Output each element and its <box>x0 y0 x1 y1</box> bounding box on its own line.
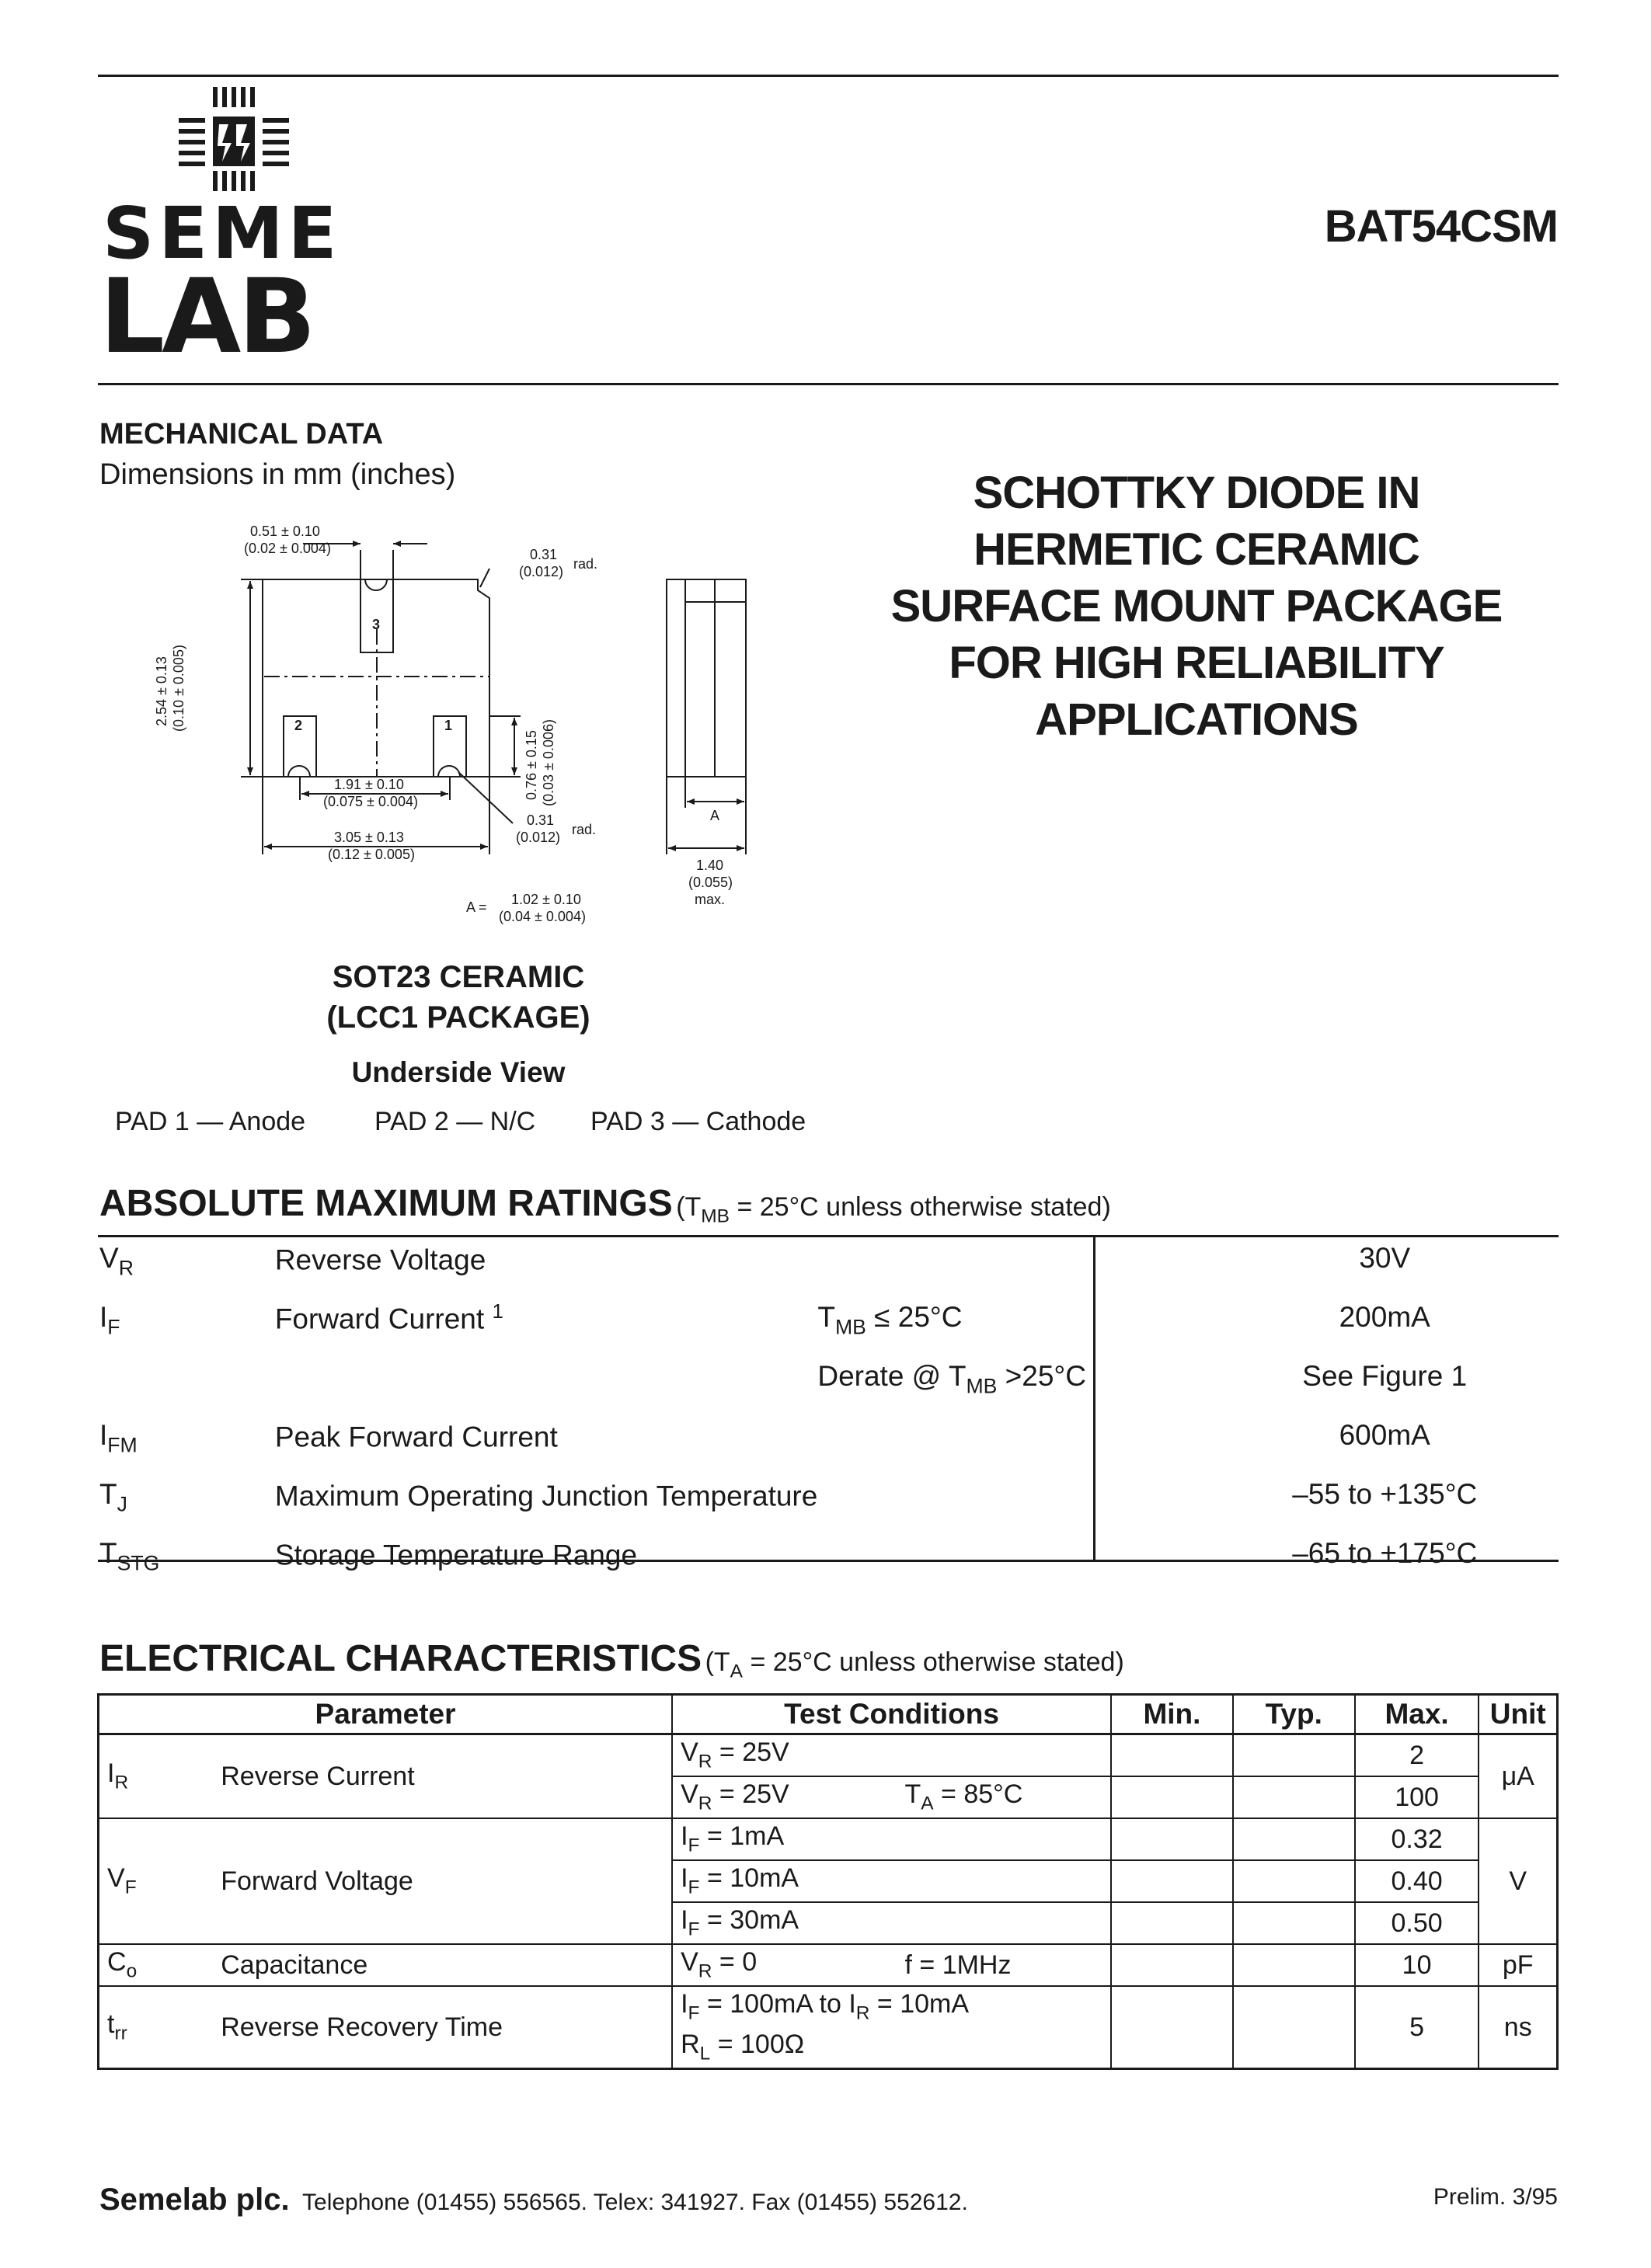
ir-max-2: 100 <box>1355 1776 1479 1818</box>
logo-emblem-icon <box>98 85 378 194</box>
rating-symbol: $V_R$ <box>99 1242 134 1280</box>
trr-unit: ns <box>1479 1986 1557 2069</box>
abs-max-table <box>99 1237 1559 1591</box>
trr-cond-1: $I_F = 100mA$ to $I_R = 10mA$ <box>672 1986 1111 2027</box>
rating-condition: Derate @ $T_{MB} >25^\circ C$ <box>817 1360 1086 1398</box>
dim-side-max: max. <box>695 892 726 907</box>
rating-value: –65 to +175°C <box>1292 1537 1478 1569</box>
dim-pad-height: 0.76 ± 0.15 <box>524 730 539 800</box>
dim-rad-top: 0.31 <box>530 547 558 562</box>
table-row <box>99 1473 1559 1532</box>
table-row <box>99 1944 1558 1986</box>
header-rule <box>98 383 1559 385</box>
trr-cond-2: $R_L = 100\Omega$ <box>672 2027 1111 2069</box>
vf-max-3: 0.50 <box>1355 1902 1479 1944</box>
table-row <box>99 1296 1559 1355</box>
col-min: Min. <box>1111 1695 1233 1734</box>
vf-max-2: 0.40 <box>1355 1860 1479 1902</box>
dim-length: 3.05 ± 0.13 <box>334 830 404 845</box>
col-parameter: Parameter <box>99 1695 673 1734</box>
top-rule <box>98 75 1559 77</box>
ir-name: Reverse Current <box>221 1761 415 1791</box>
dim-side-a: A <box>710 808 720 823</box>
elec-header-row <box>99 1695 1558 1734</box>
elec-conditions: ($T_A = 25^\circ C$ unless otherwise stated) <box>705 1647 1124 1682</box>
footer-contact: Telephone (01455) 556565. Telex: 341927. Fax (01455) 552612. <box>302 2190 968 2215</box>
headline-line-5: APPLICATIONS <box>1035 694 1358 745</box>
rating-value: 30V <box>1359 1242 1411 1274</box>
dim-rad-bottom-in: (0.012) <box>516 830 561 845</box>
vf-cond-2: $I_F = 10mA$ <box>672 1860 1111 1902</box>
ir-symbol: $I_R$ <box>107 1758 129 1793</box>
pad-2-label: 2 <box>294 718 303 733</box>
table-row <box>99 1532 1559 1591</box>
elec-title: ELECTRICAL CHARACTERISTICS <box>99 1638 702 1679</box>
ir-unit: μA <box>1479 1734 1557 1819</box>
table-row <box>99 1986 1558 2027</box>
headline <box>824 464 1569 748</box>
dim-rad-top-label: rad. <box>573 556 598 572</box>
elec-table <box>97 1693 1559 2070</box>
ir-max-1: 2 <box>1355 1734 1479 1777</box>
col-max: Max. <box>1355 1695 1479 1734</box>
dim-rad-bottom: 0.31 <box>527 812 555 828</box>
dim-height-in: (0.10 ± 0.005) <box>171 645 186 732</box>
abs-max-heading <box>99 1182 1111 1228</box>
rating-symbol: $T_J$ <box>99 1478 127 1516</box>
trr-name: Reverse Recovery Time <box>213 1986 672 2069</box>
vf-cond-1: $I_F = 1mA$ <box>672 1818 1111 1860</box>
co-unit: pF <box>1479 1944 1557 1986</box>
rating-condition: $T_{MB} \le 25^\circ C$ <box>817 1301 963 1339</box>
logo-seme-text: SEME <box>103 192 342 275</box>
vf-unit: V <box>1479 1818 1557 1944</box>
vf-max-1: 0.32 <box>1355 1818 1479 1860</box>
table-row <box>99 1818 1558 1860</box>
footer <box>99 2183 968 2218</box>
rating-symbol: $I_{FM}$ <box>99 1419 138 1457</box>
dim-rad-bottom-label: rad. <box>572 822 597 837</box>
view-label: Underside View <box>351 1056 566 1088</box>
ir-cond-2b: $T_A = 85^\circ C$ <box>897 1776 1112 1818</box>
trr-symbol: $t_{rr}$ <box>99 1986 214 2069</box>
semelab-logo <box>98 85 378 377</box>
rating-value: –55 to +135°C <box>1292 1478 1478 1510</box>
dim-side-height: 1.40 <box>696 857 724 873</box>
col-unit: Unit <box>1479 1695 1557 1734</box>
elec-heading <box>99 1637 1124 1683</box>
dim-length-in: (0.12 ± 0.005) <box>328 847 415 862</box>
rating-symbol: $T_{STG}$ <box>99 1537 160 1575</box>
table-row <box>99 1237 1559 1296</box>
dim-height: 2.54 ± 0.13 <box>154 656 169 726</box>
rating-description: Reverse Voltage <box>274 1244 486 1276</box>
pad-3-desc: PAD 3 — Cathode <box>590 1107 806 1136</box>
co-name: Capacitance <box>213 1944 672 1986</box>
trr-max: 5 <box>1355 1986 1479 2069</box>
vf-name: Forward Voltage <box>213 1818 672 1944</box>
vf-cond-3: $I_F = 30mA$ <box>672 1902 1111 1944</box>
co-cond-2: f = 1MHz <box>897 1944 1112 1986</box>
rating-condition <box>817 1532 1210 1591</box>
rating-value: See Figure 1 <box>1302 1360 1468 1392</box>
rating-description: Storage Temperature Range <box>274 1539 638 1571</box>
dim-pad-height-in: (0.03 ± 0.006) <box>541 719 556 806</box>
dim-a-prefix: A = <box>466 899 487 915</box>
package-name <box>320 957 597 1038</box>
rating-value: 600mA <box>1339 1419 1430 1451</box>
rating-description: Forward Current $^1$ <box>274 1301 503 1335</box>
mechanical-subtitle: Dimensions in mm (inches) <box>99 458 456 491</box>
footer-revision: Prelim. 3/95 <box>1433 2184 1558 2210</box>
package-line-1: SOT23 CERAMIC <box>332 960 585 994</box>
headline-line-2: HERMETIC CERAMIC <box>974 524 1419 575</box>
rating-symbol <box>99 1355 275 1414</box>
logo-lab-text: LAB <box>99 257 313 377</box>
abs-max-title: ABSOLUTE MAXIMUM RATINGS <box>99 1183 673 1224</box>
pad-2-desc: PAD 2 — N/C <box>374 1107 536 1136</box>
dim-pad-pitch-in: (0.075 ± 0.004) <box>323 794 418 809</box>
headline-line-3: SURFACE MOUNT PACKAGE <box>890 581 1503 631</box>
dim-a-in: (0.04 ± 0.004) <box>499 909 586 924</box>
dim-pad-pitch: 1.91 ± 0.10 <box>334 777 404 792</box>
ir-cond-1: $V_R = 25V$ <box>672 1734 1111 1777</box>
co-cond: $V_R = 0$ <box>672 1944 897 1986</box>
col-test-conditions: Test Conditions <box>672 1695 1111 1734</box>
dim-a: 1.02 ± 0.10 <box>511 892 581 907</box>
rating-description: Maximum Operating Junction Temperature <box>274 1480 818 1512</box>
col-typ: Typ. <box>1233 1695 1355 1734</box>
dim-pad-width: 0.51 ± 0.10 <box>250 524 320 539</box>
rating-description <box>275 1355 818 1414</box>
dim-pad-width-in: (0.02 ± 0.004) <box>244 541 331 556</box>
co-symbol: $C_o$ <box>99 1944 214 1986</box>
dim-rad-top-in: (0.012) <box>519 564 564 579</box>
package-drawing <box>148 513 808 948</box>
rating-condition <box>817 1414 1210 1473</box>
pad-1-label: 1 <box>444 718 453 733</box>
package-line-2: (LCC1 PACKAGE) <box>326 1000 590 1035</box>
table-row <box>99 1734 1558 1777</box>
vf-symbol: $V_F$ <box>99 1818 214 1944</box>
dim-side-height-in: (0.055) <box>688 875 733 890</box>
part-number: BAT54CSM <box>1324 201 1558 252</box>
headline-line-1: SCHOTTKY DIODE IN <box>973 468 1420 518</box>
table-row <box>99 1355 1559 1414</box>
rating-description: Peak Forward Current <box>274 1421 558 1453</box>
co-max: 10 <box>1355 1944 1479 1986</box>
mechanical-title: MECHANICAL DATA <box>99 418 384 450</box>
rating-value: 200mA <box>1339 1301 1430 1333</box>
rating-symbol: $I_F$ <box>99 1301 120 1339</box>
pad-1-desc: PAD 1 — Anode <box>115 1107 306 1136</box>
rating-condition <box>817 1237 1210 1296</box>
footer-company: Semelab plc. <box>99 2183 290 2217</box>
headline-line-4: FOR HIGH RELIABILITY <box>949 638 1444 688</box>
rating-condition <box>817 1473 1210 1532</box>
table-row <box>99 1414 1559 1473</box>
ir-cond-2: $V_R = 25V$ <box>672 1776 897 1818</box>
pad-3-label: 3 <box>372 617 381 632</box>
abs-max-conditions: ($T_{MB} = 25^\circ C$ unless otherwise stated) <box>676 1192 1111 1227</box>
